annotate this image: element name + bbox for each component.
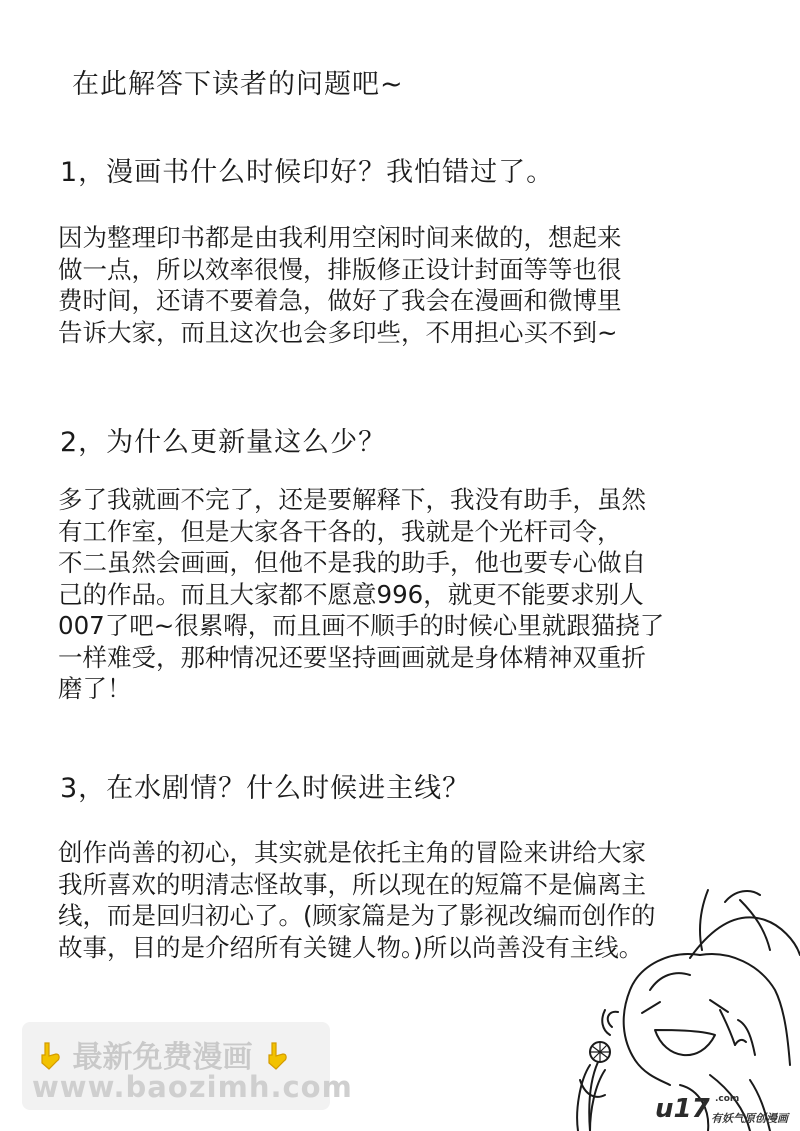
answer-line: 线，而是回归初心了。(顾家篇是为了影视改编而创作的 bbox=[58, 901, 656, 930]
pointing-down-hand-icon bbox=[36, 1041, 62, 1071]
logo-domain: .com bbox=[715, 1094, 740, 1104]
u17-logo bbox=[655, 1094, 795, 1128]
question-3: 3，在水剧情？什么时候进主线？ bbox=[60, 773, 471, 804]
question-1: 1，漫画书什么时候印好？我怕错过了。 bbox=[60, 157, 555, 188]
answer-line: 一样难受，那种情况还要坚持画画就是身体精神双重折 bbox=[58, 642, 646, 672]
answer-line: 做一点，所以效率很慢，排版修正设计封面等等也很 bbox=[58, 254, 622, 284]
answer-line: 007了吧~很累嘚，而且画不顺手的时候心里就跟猫挠了 bbox=[58, 611, 665, 640]
answer-line: 创作尚善的初心，其实就是依托主角的冒险来讲给大家 bbox=[58, 838, 646, 867]
watermark-text-1: 最新免费漫画 bbox=[72, 1040, 253, 1075]
answer-line: 故事，目的是介绍所有关键人物。)所以尚善没有主线。 bbox=[58, 932, 644, 962]
watermark-url: www.baozimh.com bbox=[32, 1070, 353, 1104]
pointing-down-hand-icon bbox=[263, 1041, 289, 1071]
logo-mark: u17 bbox=[655, 1094, 710, 1124]
answer-line: 多了我就画不完了，还是要解释下，我没有助手，虽然 bbox=[58, 485, 646, 514]
answer-line: 有工作室，但是大家各干各的，我就是个光杆司令， bbox=[58, 516, 622, 546]
answer-line: 告诉大家，而且这次也会多印些，不用担心买不到~ bbox=[58, 317, 618, 347]
page-title: 在此解答下读者的问题吧~ bbox=[72, 69, 404, 100]
answer-line: 因为整理印书都是由我利用空闲时间来做的，想起来 bbox=[58, 223, 622, 252]
answer-line: 我所喜欢的明清志怪故事，所以现在的短篇不是偏离主 bbox=[58, 869, 646, 899]
answer-line: 磨了！ bbox=[58, 674, 132, 703]
answer-2 bbox=[58, 484, 748, 705]
answer-1 bbox=[58, 222, 748, 348]
answer-line: 不二虽然会画画，但他不是我的助手，他也要专心做自 bbox=[58, 548, 646, 577]
logo-slogan: 有妖气原创漫画 bbox=[711, 1112, 788, 1125]
watermark bbox=[22, 1022, 353, 1110]
question-2: 2，为什么更新量这么少？ bbox=[60, 427, 387, 458]
answer-line: 己的作品。而且大家都不愿意996，就更不能要求别人 bbox=[58, 579, 644, 609]
answer-line: 费时间，还请不要着急，做好了我会在漫画和微博里 bbox=[58, 286, 622, 315]
